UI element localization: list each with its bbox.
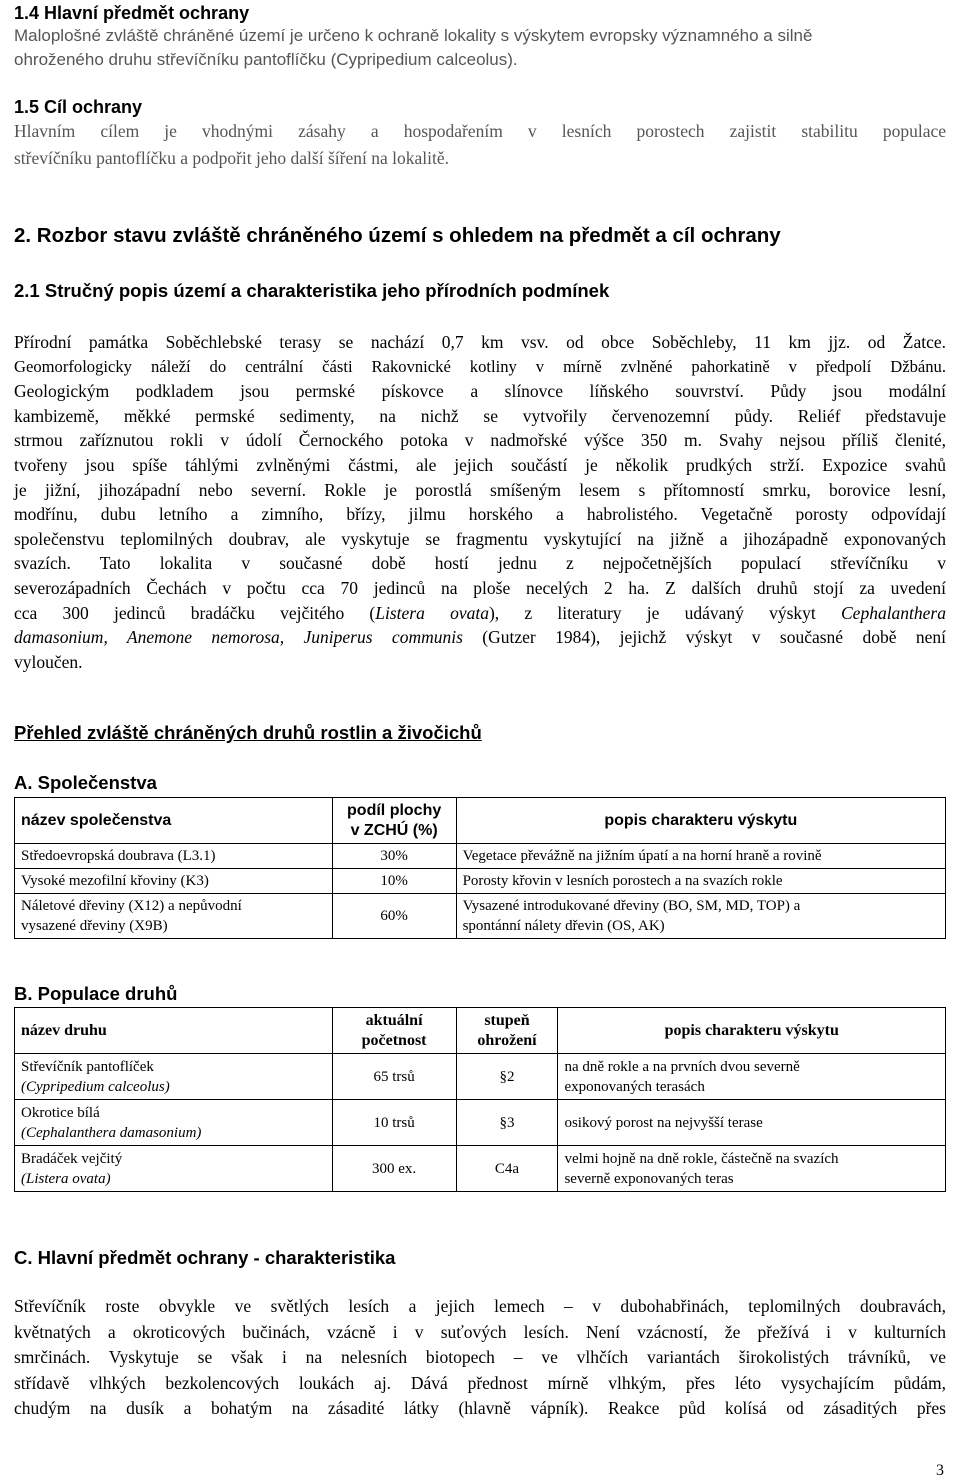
paragraph-line [14,625,946,650]
table-row [15,894,946,939]
paragraph-line [14,601,946,626]
paragraph-line: vyloučen. [14,651,83,672]
table-row [15,869,946,894]
paragraph-line: Maloplošné zvláště chráněné území je určeno k ochraně lokality s výskytem evropsky významného a silně [14,26,813,45]
table-cell: Středoevropská doubrava (L3.1) [15,844,333,869]
table-cell: §2 [456,1054,558,1100]
header-line: početnost [361,1031,427,1049]
table-cell: osikový porost na nejvyšší terase [558,1100,946,1146]
page-number: 3 [936,1462,944,1479]
table-cell [15,894,333,939]
paragraph-line: Střevíčník roste obvykle ve světlých lesích a jejich lemech – v dubohabřinách, teplomilných doubravách, [14,1296,946,1316]
section-heading: 1.5 Cíl ochrany [14,97,143,117]
column-header [456,1008,558,1054]
species-latin-name: Cephalanthera [841,602,946,623]
paragraph-line: Geomorfologicky náleží do centrální části Rakovnické kotliny v mírně zvlněné pahorkatině v předpolí Džbánu. [14,356,946,376]
paragraph-line: modřínu, dubu letního a zimního, břízy, jilmu horského a habrolistého. Vegetačně porosty odpovídají [14,504,946,525]
table-cell [15,1146,333,1192]
table-row [15,1100,946,1146]
table-header-row [15,1008,946,1054]
cell-line: spontánní nálety dřevin (OS, AK) [462,918,665,934]
table-cell: 10 trsů [332,1100,456,1146]
species-latin-name: Listera ovata [375,602,489,623]
paragraph-line: je jižní, jihozápadní nebo severní. Rokle je porostlá smíšeným lesem s přítomností smrku, borovice lesní, [14,479,946,500]
paragraph-c [14,1294,946,1422]
paragraph-line: střevíčníku pantoflíčku a podpořit jeho další šíření na lokalitě. [14,148,449,168]
cell-line: exponovaných terasách [564,1078,705,1095]
table-a-heading: A. Společenstva [14,772,157,793]
paragraph-line: ohroženého druhu střevíčníku pantoflíčku (Cypripedium calceolus). [14,50,518,69]
species-name: Bradáček vejčitý [21,1150,123,1167]
species-latin-name: (Cypripedium calceolus) [21,1078,170,1095]
table-cell [15,1100,333,1146]
header-line: ohrožení [477,1031,537,1049]
table-row [15,844,946,869]
table-cell: 10% [332,869,456,894]
paragraph-line: severozápadních Čechách v počtu cca 70 jedinců na ploše necelých 2 ha. Z dalších druhů stojí za uvedení [14,577,946,598]
chapter-heading: 2. Rozbor stavu zvláště chráněného území s ohledem na předmět a cíl ochrany [14,224,781,247]
table-row [15,1146,946,1192]
paragraph-line: smrčinách. Vyskytuje se však i na nelesních biotopech – ve vlhčích variantách širokolistých trávníků, ve [14,1347,946,1367]
section-c-heading: C. Hlavní předmět ochrany - charakteristika [14,1247,396,1268]
communities-table [14,797,946,939]
column-header: název společenstva [15,798,333,844]
table-cell [558,1054,946,1100]
header-line: stupeň [484,1011,530,1029]
cell-line: Náletové dřeviny (X12) a nepůvodní [21,898,242,914]
text-run: cca 300 jedinců bradáčku vejčitého ( [14,602,376,623]
table-b-heading: B. Populace druhů [14,983,178,1004]
cell-line: vysazené dřeviny (X9B) [21,918,168,934]
column-header [332,1008,456,1054]
cell-line: na dně rokle a na prvních dvou severně [564,1058,800,1075]
table-cell [558,1146,946,1192]
paragraph-line: strmou zaříznutou rokli v údolí Černockého potoka v nadmořské výšce 350 m. Svahy nejsou příliš členité, [14,430,946,451]
paragraph-line: kambizemě, měkké permské sedimenty, na nichž se vytvořily červenozemní půdy. Reliéf představuje [14,405,946,426]
table-header-row [15,798,946,844]
table-cell: 65 trsů [332,1054,456,1100]
section-1-4 [14,2,946,72]
species-latin-name: (Cephalanthera damasonium) [21,1124,202,1141]
paragraph-line: Přírodní památka Soběchlebské terasy se nachází 0,7 km vsv. od obce Soběchleby, 11 km jjz. od Žatce. [14,332,946,352]
cell-line: Vysazené introdukované dřeviny (BO, SM, MD, TOP) a [462,898,801,914]
table-cell: C4a [456,1146,558,1192]
paragraph-line: Geologickým podkladem jsou permské pískovce a slínovce líňského souvrství. Půdy jsou modální [14,381,946,402]
table-cell: 300 ex. [332,1146,456,1192]
paragraph-line: společenstvu teplomilných doubrav, ale vyskytuje se fragmentu vyskytující na jižně a jihozápadně exponovaných [14,528,946,549]
section-heading: 1.4 Hlavní předmět ochrany [14,3,250,23]
species-name: Střevíčník pantoflíček [21,1058,154,1075]
paragraph-line: Hlavním cílem je vhodnými zásahy a hospodařením v lesních porostech zajistit stabilitu populace [14,121,946,141]
table-cell [15,1054,333,1100]
cell-line: velmi hojně na dně rokle, částečně na svazích [564,1150,839,1167]
paragraph-line: střídavě vlhkých bezkolencových loukách aj. Dává přednost mírně vlhkým, přes léto vysychajícím půdám, [14,1372,946,1393]
table-cell: Vegetace převážně na jižním úpatí a na horní hraně a rovině [456,844,945,869]
paragraph-2-1 [14,330,946,674]
table-cell: §3 [456,1100,558,1146]
column-header: popis charakteru výskytu [456,798,945,844]
column-header: popis charakteru výskytu [558,1008,946,1054]
species-name: Okrotice bílá [21,1104,100,1121]
paragraph-line: chudým na dusík a bohatým na zásadité látky (hlavně vápník). Reakce půd kolísá od zásaditých přes [14,1398,946,1418]
text-run: ), z literatury je udávaný výskyt [488,602,841,623]
overview-heading: Přehled zvláště chráněných druhů rostlin a živočichů [14,722,482,743]
section-heading: 2.1 Stručný popis území a charakteristika jeho přírodních podmínek [14,280,610,301]
column-header: název druhu [15,1008,333,1054]
paragraph-line: tvořeny jsou spíše táhlými zvlněnými částmi, ale jejich součástí je několik prudkých strží. Expozice svahů [14,454,946,475]
table-cell: Porosty křovin v lesních porostech a na svazích rokle [456,869,945,894]
paragraph-line: květnatých a okroticových bučinách, vzácně i v suťových lesích. Není vzácností, že přežívá i v kulturních [14,1321,946,1342]
paragraph-line: svazích. Tato lokalita v současné době hostí jednu z nejpočetnějších populací střevíčníku v [14,553,946,574]
table-cell: 30% [332,844,456,869]
section-1-5 [14,96,946,172]
header-line: aktuální [365,1011,423,1029]
species-latin-name: damasonium, Anemone nemorosa, Juniperus communis [14,627,463,648]
table-row [15,1054,946,1100]
header-line: v ZCHÚ (%) [350,821,438,839]
table-cell: 60% [332,894,456,939]
column-header [332,798,456,844]
table-cell [456,894,945,939]
cell-line: severně exponovaných teras [564,1170,734,1187]
table-cell: Vysoké mezofilní křoviny (K3) [15,869,333,894]
species-table [14,1007,946,1192]
species-latin-name: (Listera ovata) [21,1170,111,1187]
text-run: (Gutzer 1984), jejichž výskyt v současné době není [462,627,946,648]
header-line: podíl plochy [347,801,442,819]
